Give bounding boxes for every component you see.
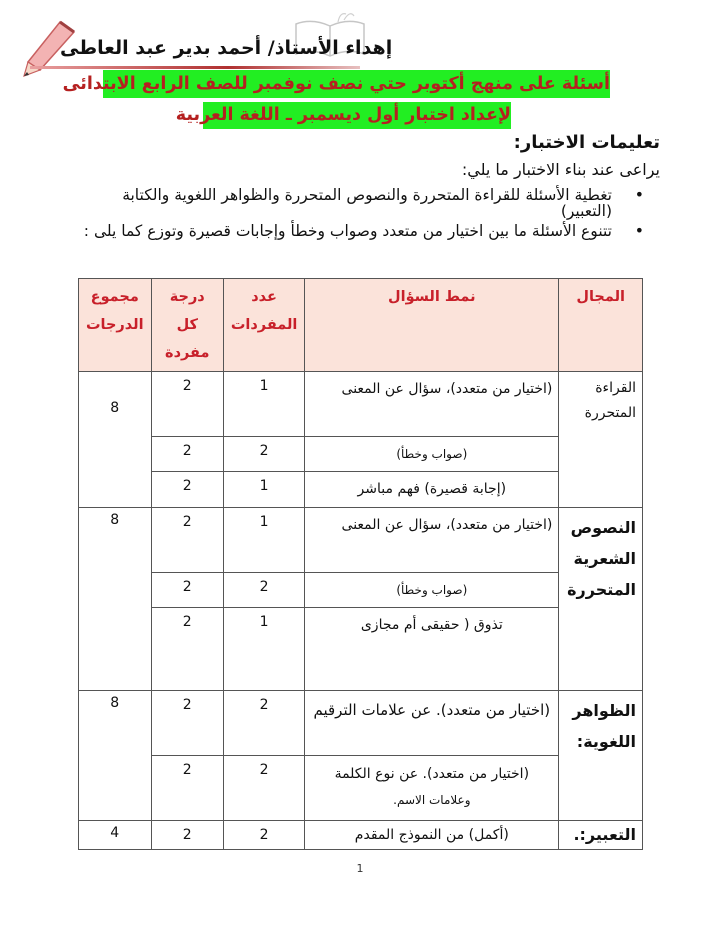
item-count-cell: 1 — [223, 372, 304, 437]
total-score-cell: 8 — [79, 508, 152, 691]
item-count-cell: 1 — [223, 608, 304, 691]
item-count-cell: 2 — [223, 821, 304, 850]
item-count-cell: 1 — [223, 472, 304, 508]
score-per-item-cell: 2 — [151, 372, 223, 437]
total-score-cell: 4 — [79, 821, 152, 850]
question-type-cell: (اختيار من متعدد)، سؤال عن المعنى — [305, 508, 559, 573]
header-field: المجال — [559, 279, 643, 372]
header-question-type: نمط السؤال — [305, 279, 559, 372]
score-per-item-cell: 2 — [151, 437, 223, 472]
score-per-item-cell: 2 — [151, 756, 223, 821]
score-per-item-cell: 2 — [151, 608, 223, 691]
question-type-cell — [305, 437, 559, 472]
document-header — [0, 0, 720, 125]
question-type-cell — [305, 573, 559, 608]
question-type-line1: (اختيار من متعدد). عن نوع الكلمة — [334, 766, 530, 782]
instruction-text: تغطية الأسئلة للقراءة المتحررة والنصوص المتحررة والظواهر اللغوية والكتابة (التعبير) — [122, 186, 612, 220]
score-per-item-cell: 2 — [151, 508, 223, 573]
table-row — [79, 372, 643, 437]
field-cell: التعبير:. — [559, 821, 643, 850]
question-type-cell: (أكمل) من النموذج المقدم — [305, 821, 559, 850]
score-per-item-cell: 2 — [151, 472, 223, 508]
title-banner-line1: أسئلة على منهج أكتوبر حتي نصف نوفمبر للصف الرابع الابتدائى — [103, 70, 610, 98]
question-type-cell — [305, 756, 559, 821]
instructions-subtitle: يراعى عند بناء الاختبار ما يلي: — [461, 160, 660, 179]
field-cell: القراءة المتحررة — [559, 372, 643, 508]
table-row — [79, 508, 643, 573]
item-count-cell: 2 — [223, 437, 304, 472]
author-dedication: إهداء الأستاذ/ أحمد بدير عبد العاطى — [60, 37, 393, 59]
instruction-item — [80, 187, 660, 219]
table-row — [79, 821, 643, 850]
page-number: 1 — [356, 862, 364, 875]
header-score-per-item: درجة كل مفردة — [151, 279, 223, 372]
instruction-item — [80, 223, 660, 239]
question-type-cell: (اختيار من متعدد)، سؤال عن المعنى — [305, 372, 559, 437]
table-row — [79, 756, 643, 821]
score-per-item-cell: 2 — [151, 821, 223, 850]
instructions-list — [80, 187, 660, 243]
table-row — [79, 691, 643, 756]
bullet-icon: • — [634, 185, 644, 204]
score-per-item-cell: 2 — [151, 691, 223, 756]
header-item-count: عدد المفردات — [223, 279, 304, 372]
table-row — [79, 472, 643, 508]
item-count-cell: 2 — [223, 573, 304, 608]
header-divider — [30, 66, 360, 69]
item-count-cell: 2 — [223, 691, 304, 756]
field-cell: النصوص الشعرية المتحررة — [559, 508, 643, 691]
question-type-cell: تذوق ( حقيقى أم مجازى — [305, 608, 559, 691]
table-row — [79, 608, 643, 691]
total-score-cell: 8 — [79, 691, 152, 821]
question-type-cell: (إجابة قصيرة) فهم مباشر — [305, 472, 559, 508]
bullet-icon: • — [634, 221, 644, 240]
item-count-cell: 2 — [223, 756, 304, 821]
table-row — [79, 573, 643, 608]
score-per-item-cell: 2 — [151, 573, 223, 608]
total-score-cell: 8 — [79, 372, 152, 508]
instructions-title: تعليمات الاختبار: — [513, 132, 660, 153]
exam-spec-table — [78, 278, 643, 850]
table-header-row — [79, 279, 643, 372]
field-cell: الظواهر اللغوية: — [559, 691, 643, 821]
header-total-score: مجموع الدرجات — [79, 279, 152, 372]
question-type-cell: (اختيار من متعدد). عن علامات الترقيم — [305, 691, 559, 756]
question-type-text: (صواب وخطأ) — [396, 447, 468, 461]
instruction-text: تتنوع الأسئلة ما بين اختيار من متعدد وصواب وخطأ وإجابات قصيرة وتوزع كما يلى : — [83, 222, 612, 240]
title-banner-line2: لإعداد اختبار أول ديسمبر ـ اللغة العربية — [203, 102, 511, 129]
question-type-line2: وعلامات الاسم. — [393, 793, 471, 807]
table-row — [79, 437, 643, 472]
item-count-cell: 1 — [223, 508, 304, 573]
question-type-text: (صواب وخطأ) — [396, 583, 468, 597]
